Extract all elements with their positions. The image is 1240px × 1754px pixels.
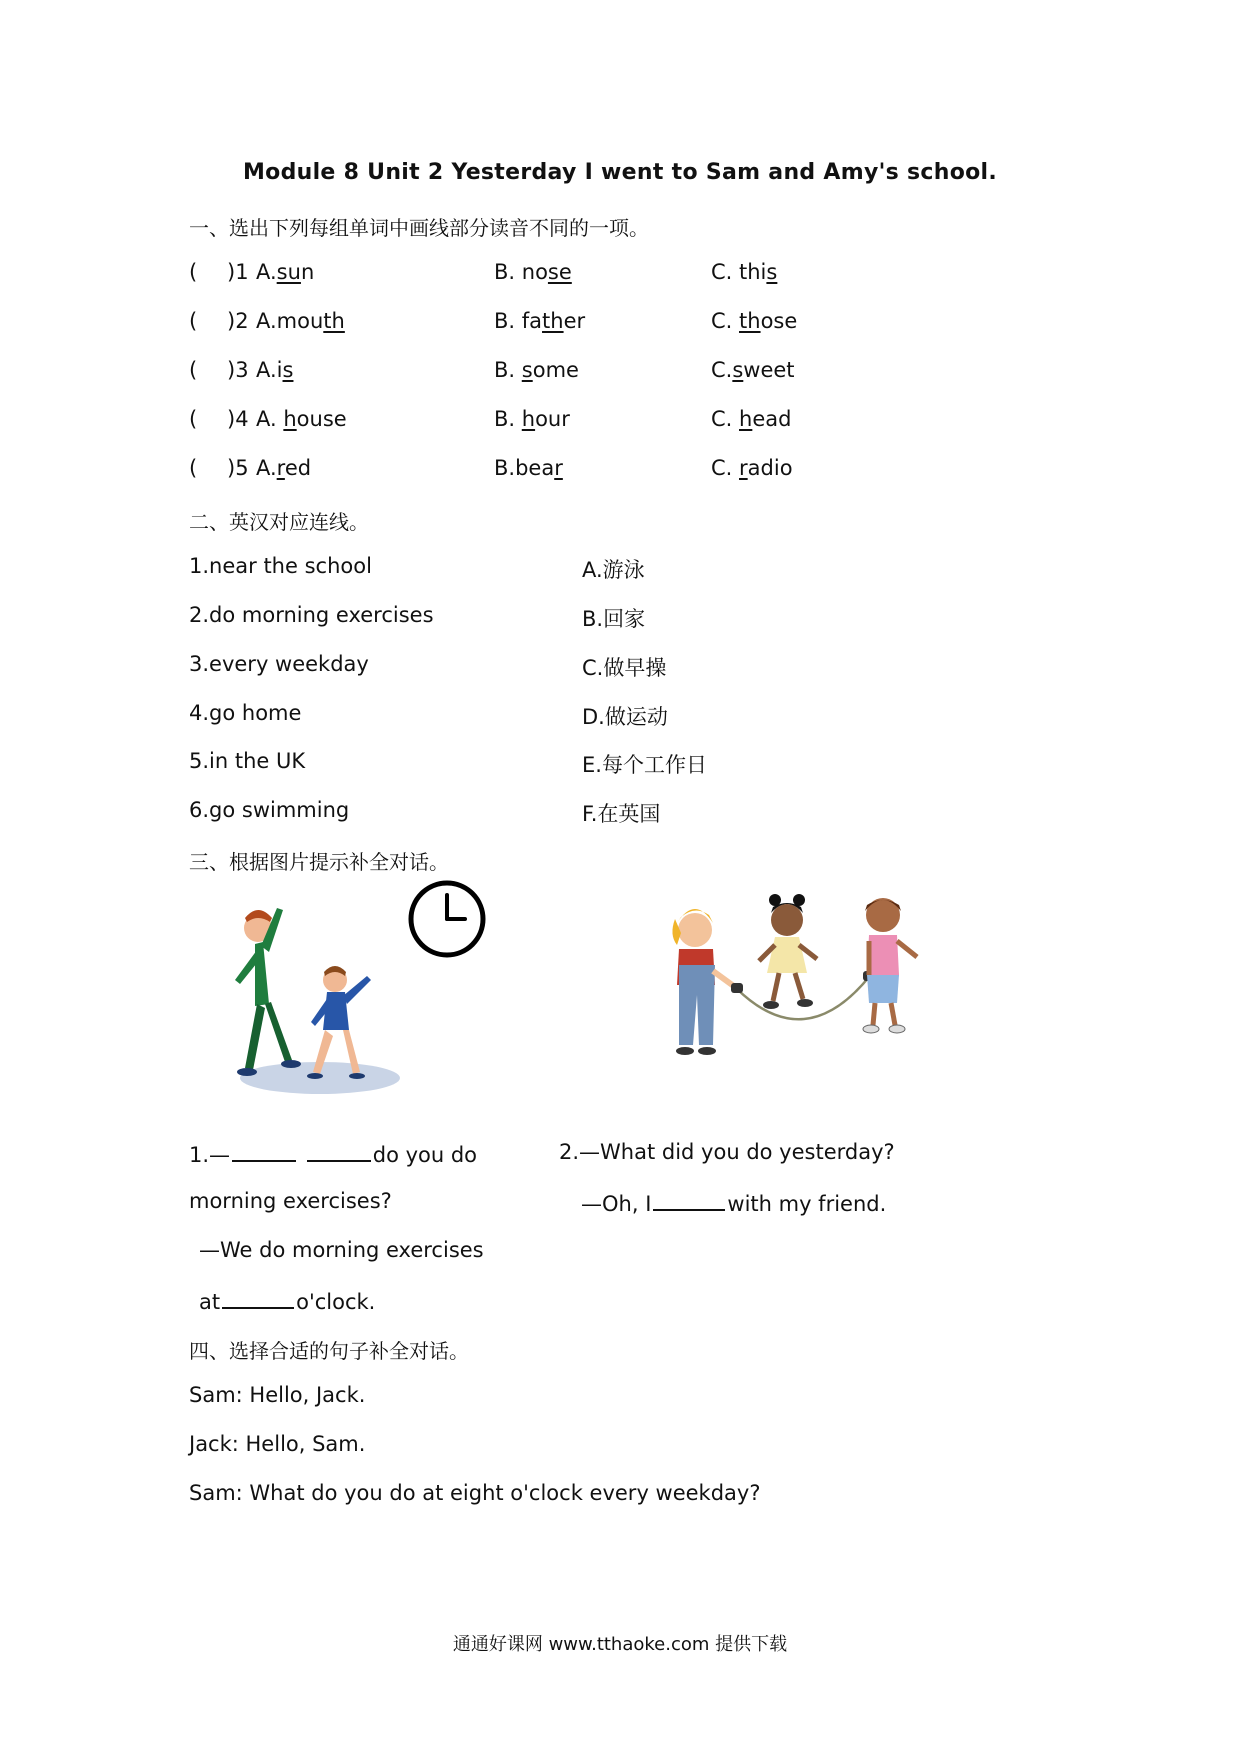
conversation-line-2: Jack: Hello, Sam. xyxy=(189,1432,366,1456)
option-text: B. fa xyxy=(494,309,543,333)
option-text: er xyxy=(563,309,586,333)
dialogue-1-oclock: o'clock. xyxy=(296,1290,376,1314)
underlined-letters: s xyxy=(521,358,533,382)
underlined-letters: th xyxy=(739,309,761,333)
option-label: A. xyxy=(256,260,277,284)
option-text: adio xyxy=(747,456,793,480)
underlined-letters: th xyxy=(323,309,345,333)
option-text: C. xyxy=(711,358,733,382)
answer-blank[interactable] xyxy=(232,1140,296,1162)
option-text: i xyxy=(276,358,283,382)
underlined-letters: s xyxy=(766,260,778,284)
dialogue-1-answer: —We do morning exercises xyxy=(199,1238,484,1262)
section-2-heading: 二、英汉对应连线。 xyxy=(189,510,369,534)
option-text: C. xyxy=(711,456,740,480)
match-chinese-e: E.每个工作日 xyxy=(582,753,707,777)
morning-exercise-illustration xyxy=(225,880,495,1105)
underlined-letters: th xyxy=(542,309,564,333)
underlined-letters: su xyxy=(276,260,301,284)
answer-bracket[interactable]: ( xyxy=(189,407,198,431)
footer-credit: 通通好课网 www.tthaoke.com 提供下载 xyxy=(452,1634,788,1655)
question-number: )3 xyxy=(227,358,249,382)
match-english-5: 5.in the UK xyxy=(189,749,306,773)
option-text: C. xyxy=(711,407,740,431)
match-english-3: 3.every weekday xyxy=(189,652,369,676)
question-number: )4 xyxy=(227,407,249,431)
underlined-letters: s xyxy=(732,358,744,382)
worksheet-title: Module 8 Unit 2 Yesterday I went to Sam and Amy's school. xyxy=(242,160,998,185)
dialogue-1-prefix: 1.— xyxy=(189,1143,231,1167)
option-c xyxy=(711,309,797,333)
question-number: )5 xyxy=(227,456,249,480)
option-text: n xyxy=(300,260,315,284)
option-c xyxy=(711,407,791,431)
option-c xyxy=(711,260,777,284)
option-text: mou xyxy=(276,309,324,333)
match-chinese-c: C.做早操 xyxy=(582,656,667,680)
answer-blank[interactable] xyxy=(653,1189,725,1211)
option-text: C. thi xyxy=(711,260,767,284)
underlined-letters: se xyxy=(547,260,572,284)
dialogue-2-answer xyxy=(581,1189,886,1216)
question-number: )2 xyxy=(227,309,249,333)
answer-bracket[interactable]: ( xyxy=(189,309,198,333)
option-b xyxy=(494,456,563,480)
match-english-1: 1.near the school xyxy=(189,554,372,578)
dialogue-2-question: 2.—What did you do yesterday? xyxy=(559,1140,895,1164)
option-text: B.bea xyxy=(494,456,555,480)
option-text: ead xyxy=(752,407,792,431)
option-a xyxy=(256,309,345,333)
option-c xyxy=(711,358,795,382)
underlined-letters: s xyxy=(282,358,294,382)
match-english-4: 4.go home xyxy=(189,701,302,725)
match-english-2: 2.do morning exercises xyxy=(189,603,434,627)
option-a xyxy=(256,260,314,284)
match-chinese-b: B.回家 xyxy=(582,607,646,631)
dialogue-1-mid: do you do xyxy=(372,1143,478,1167)
option-text: ose xyxy=(760,309,798,333)
option-text: B. no xyxy=(494,260,548,284)
option-a xyxy=(256,407,347,431)
match-chinese-a: A.游泳 xyxy=(582,558,645,582)
skipping-rope-illustration xyxy=(655,875,935,1075)
underlined-letters: h xyxy=(521,407,536,431)
option-text: weet xyxy=(743,358,795,382)
dialogue-1-line2: morning exercises? xyxy=(189,1189,392,1213)
option-text: ed xyxy=(284,456,312,480)
option-c xyxy=(711,456,793,480)
option-b xyxy=(494,407,570,431)
dialogue-1-question xyxy=(189,1140,477,1167)
match-english-6: 6.go swimming xyxy=(189,798,350,822)
answer-blank[interactable] xyxy=(222,1287,294,1309)
question-number: )1 xyxy=(227,260,249,284)
option-label: A. xyxy=(256,358,277,382)
answer-blank[interactable] xyxy=(307,1140,371,1162)
section-3-heading: 三、根据图片提示补全对话。 xyxy=(189,850,449,874)
underlined-letters: r xyxy=(739,456,748,480)
section-4-heading: 四、选择合适的句子补全对话。 xyxy=(189,1339,469,1363)
option-b xyxy=(494,260,572,284)
answer-bracket[interactable]: ( xyxy=(189,456,198,480)
match-chinese-f: F.在英国 xyxy=(582,802,661,826)
dialogue-2-post: with my friend. xyxy=(727,1192,887,1216)
option-text: ouse xyxy=(296,407,347,431)
option-b xyxy=(494,309,585,333)
dialogue-2-pre: —Oh, I xyxy=(581,1192,652,1216)
option-label: A. xyxy=(256,456,277,480)
option-label: A. xyxy=(256,407,284,431)
option-text: ome xyxy=(532,358,579,382)
underlined-letters: h xyxy=(283,407,297,431)
underlined-letters: r xyxy=(554,456,563,480)
conversation-line-1: Sam: Hello, Jack. xyxy=(189,1383,366,1407)
section-1-heading: 一、选出下列每组单词中画线部分读音不同的一项。 xyxy=(189,216,649,240)
dialogue-1-at: at xyxy=(199,1290,221,1314)
answer-bracket[interactable]: ( xyxy=(189,358,198,382)
option-text: our xyxy=(535,407,570,431)
underlined-letters: r xyxy=(276,456,285,480)
dialogue-1-time xyxy=(199,1287,375,1314)
match-chinese-d: D.做运动 xyxy=(582,705,668,729)
option-text: C. xyxy=(711,309,740,333)
option-text: B. xyxy=(494,407,522,431)
option-text: B. xyxy=(494,358,522,382)
option-b xyxy=(494,358,579,382)
option-label: A. xyxy=(256,309,277,333)
underlined-letters: h xyxy=(739,407,753,431)
conversation-line-3: Sam: What do you do at eight o'clock every weekday? xyxy=(189,1481,761,1505)
answer-bracket[interactable]: ( xyxy=(189,260,198,284)
option-a xyxy=(256,358,293,382)
option-a xyxy=(256,456,311,480)
